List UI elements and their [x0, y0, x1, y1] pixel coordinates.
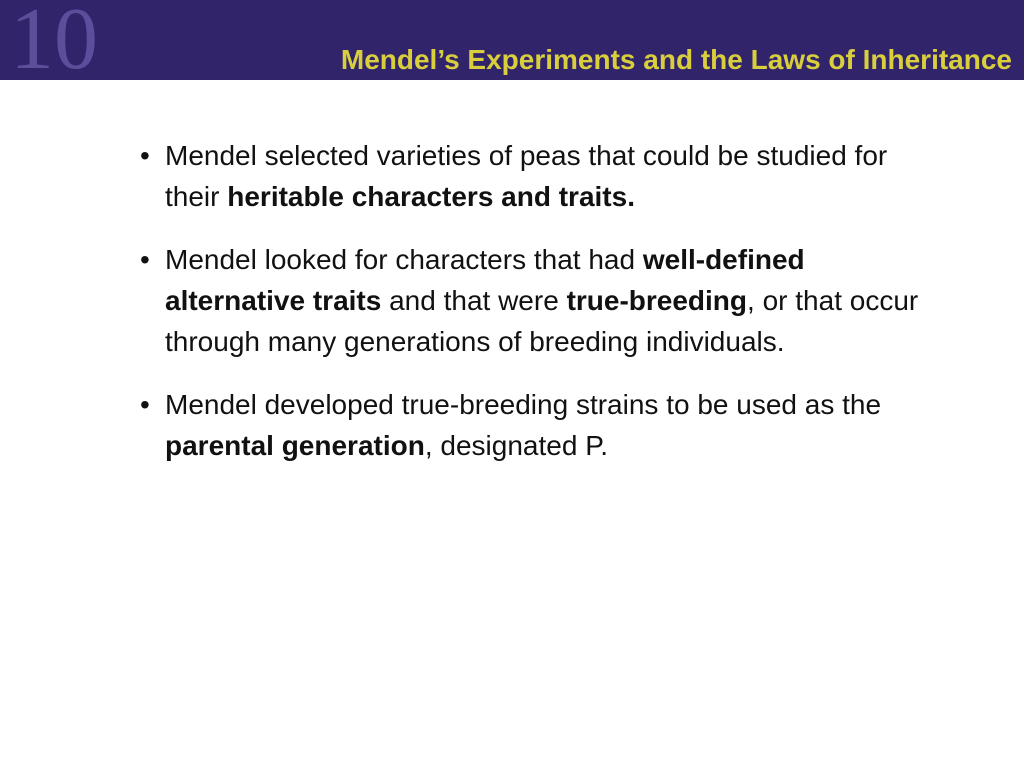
bullet-text-segment: Mendel looked for characters that had [165, 244, 643, 275]
bullet-text [165, 140, 887, 212]
bullet-item [140, 135, 940, 217]
bullet-text [165, 389, 881, 461]
bullet-bold-term: true-breeding [566, 285, 748, 316]
bullet-bold-term: parental generation [165, 430, 425, 461]
bullet-text-segment: , designated P. [424, 430, 609, 461]
header-bar [0, 0, 1024, 88]
bullet-text-segment: and that were [381, 285, 567, 316]
bullet-list [140, 135, 940, 488]
bullet-bold-term: heritable characters and traits. [227, 181, 635, 212]
bullet-text-segment: Mendel selected varieties of peas that could be studied for their [165, 140, 888, 212]
slide-title: Mendel’s Experiments and the Laws of Inheritance [340, 44, 1012, 75]
bullet-marker: • [140, 244, 150, 275]
chapter-number: 10 [10, 0, 98, 88]
bullet-item [140, 239, 940, 362]
bullet-item [140, 384, 940, 466]
bullet-text [165, 244, 918, 357]
bullet-bold-term: well-defined alternative traits [165, 244, 805, 316]
bullet-text-segment: Mendel developed true-breeding strains to be used as the [165, 389, 882, 420]
bullet-text-segment: , or that occur through many generations of breeding individuals. [165, 285, 919, 357]
bullet-marker: • [140, 140, 150, 171]
bullet-marker: • [140, 389, 150, 420]
